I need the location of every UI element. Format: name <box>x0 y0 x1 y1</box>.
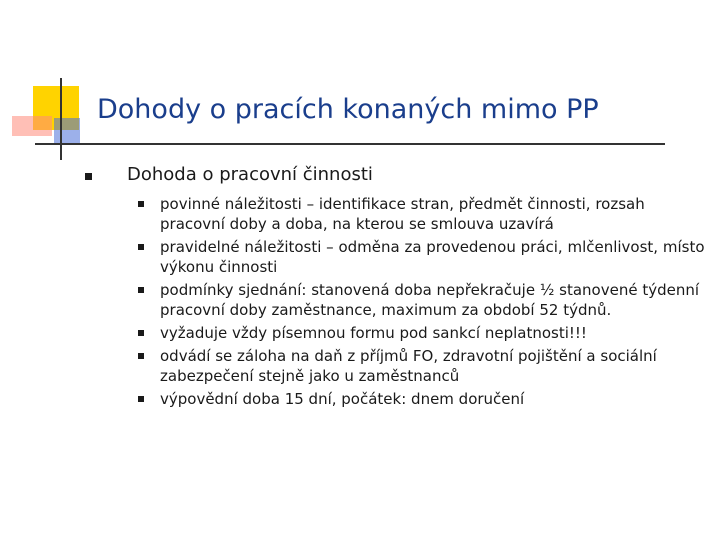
sub-bullet-text: pravidelné náležitosti – odměna za provedenou práci, mlčenlivost, místo výkonu činnosti <box>160 238 705 276</box>
sub-bullet-list <box>138 194 708 412</box>
square-bullet-icon <box>138 396 144 402</box>
square-bullet-icon <box>138 287 144 293</box>
decor-blue-square <box>54 118 80 144</box>
title-underline <box>35 143 665 145</box>
sub-bullet-item <box>138 280 708 320</box>
square-bullet-icon <box>138 330 144 336</box>
square-bullet-icon <box>85 173 92 180</box>
sub-bullet-text: povinné náležitosti – identifikace stran, předmět činnosti, rozsah pracovní doby a doba, na kterou se smlouva uzavírá <box>160 195 645 233</box>
decor-red-rectangle <box>12 116 52 136</box>
square-bullet-icon <box>138 201 144 207</box>
sub-bullet-item <box>138 323 708 343</box>
sub-bullet-item <box>138 346 708 386</box>
bullet-level1-text: Dohoda o pracovní činnosti <box>127 164 373 185</box>
sub-bullet-text: výpovědní doba 15 dní, počátek: dnem doručení <box>160 390 525 408</box>
sub-bullet-text: podmínky sjednání: stanovená doba nepřekračuje ½ stanovené týdenní pracovní doby zaměstnance, maximum za období 52 týdnů. <box>160 281 700 319</box>
sub-bullet-text: odvádí se záloha na daň z příjmů FO, zdravotní pojištění a sociální zabezpečení stejně jako u zaměstnanců <box>160 347 657 385</box>
decor-vertical-line <box>60 78 62 160</box>
sub-bullet-item <box>138 194 708 234</box>
sub-bullet-item <box>138 389 708 409</box>
square-bullet-icon <box>138 353 144 359</box>
slide-title: Dohody o pracích konaných mimo PP <box>97 94 599 125</box>
sub-bullet-text: vyžaduje vždy písemnou formu pod sankcí neplatnosti!!! <box>160 324 587 342</box>
sub-bullet-item <box>138 237 708 277</box>
square-bullet-icon <box>138 244 144 250</box>
